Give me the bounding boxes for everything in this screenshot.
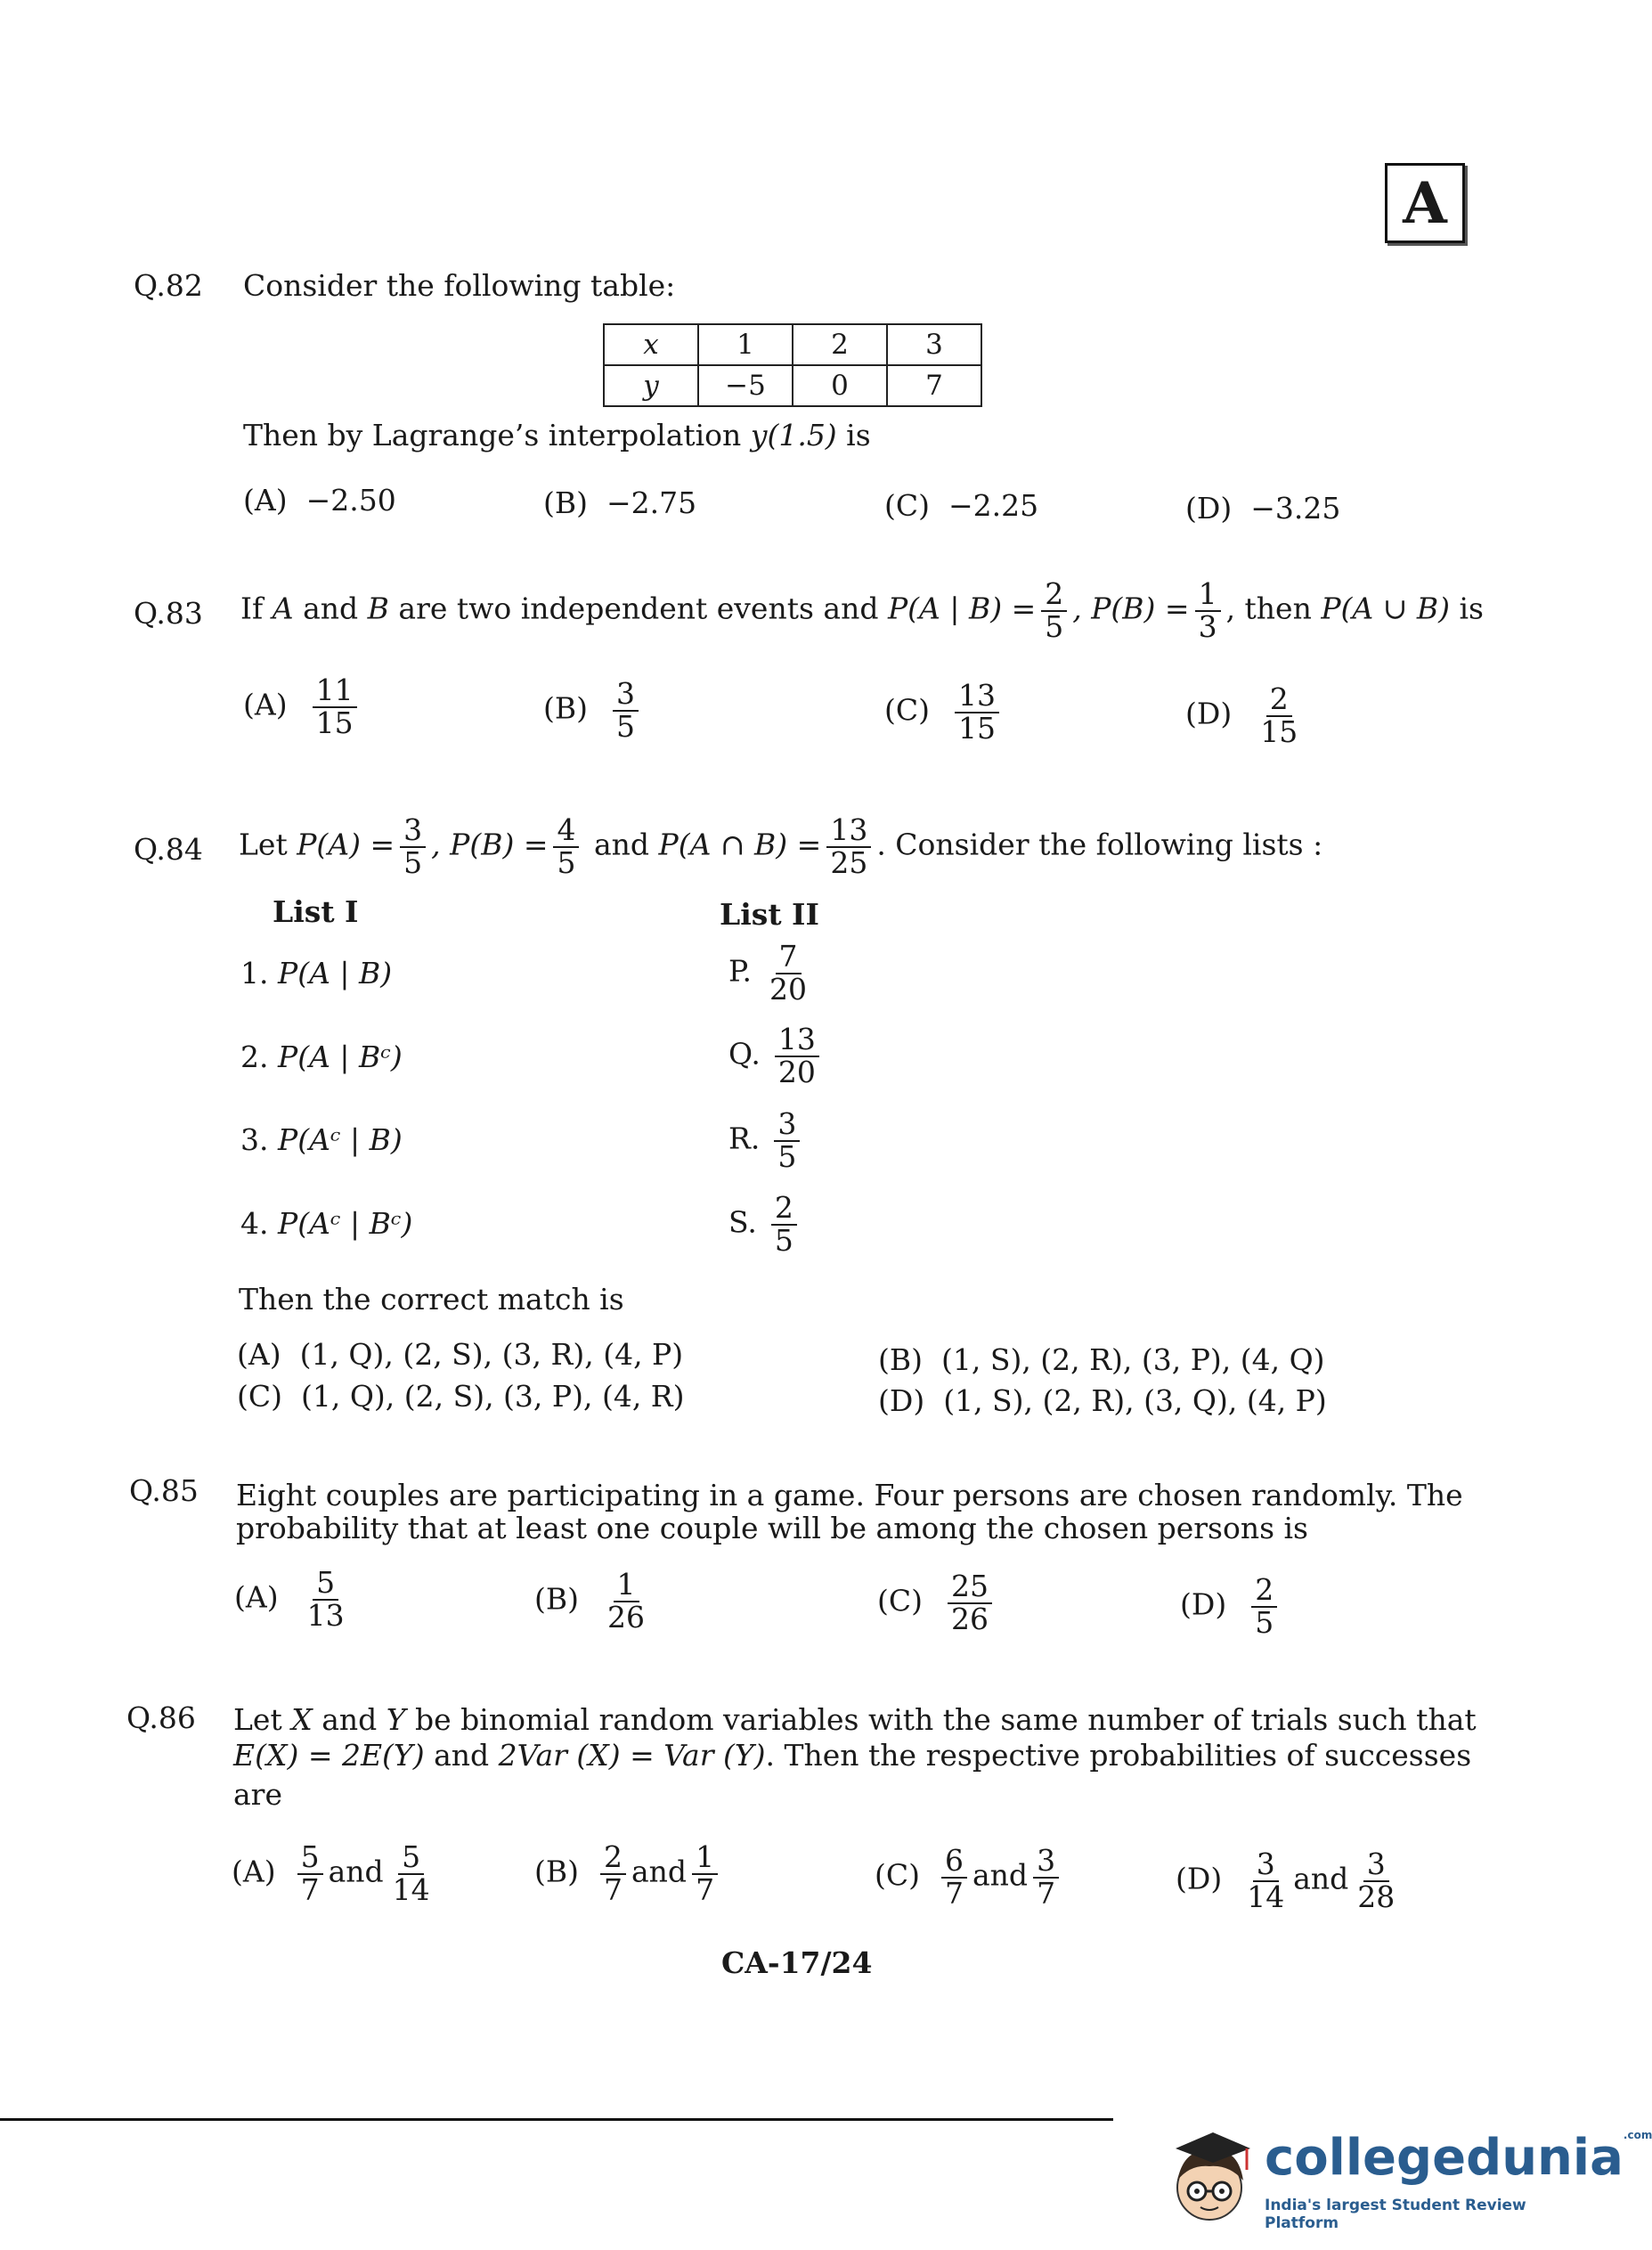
fraction-denominator: 14 <box>1247 1879 1285 1914</box>
option-label: (A) <box>234 1579 279 1615</box>
booklet-series-letter: A <box>1403 169 1447 237</box>
q84-option-b[interactable] <box>878 1343 1325 1377</box>
q83-and: and <box>293 591 368 626</box>
q86-stem-line-1 <box>233 1703 1477 1737</box>
fraction-denominator: 25 <box>830 844 868 880</box>
option-fraction-b <box>389 1839 434 1907</box>
list-item-expr: P(Aᶜ | B) <box>278 1122 403 1157</box>
table-cell: 3 <box>887 324 981 365</box>
q85-option-a[interactable] <box>234 1565 354 1633</box>
option-fraction-b <box>1033 1843 1059 1911</box>
q83-var-a: A <box>272 591 294 626</box>
q84-number: Q.84 <box>134 832 203 867</box>
q84-fraction-1 <box>400 812 426 880</box>
list-item-fraction <box>766 939 810 1007</box>
fraction-numerator: 2 <box>1041 579 1067 612</box>
q85-number: Q.85 <box>129 1473 199 1508</box>
fraction-denominator: 5 <box>777 1138 797 1174</box>
q83-stem <box>240 576 1484 644</box>
option-join: and <box>1293 1861 1349 1896</box>
fraction-denominator: 28 <box>1357 1879 1396 1914</box>
q84-match-prompt: Then the correct match is <box>239 1282 624 1317</box>
option-label: (D) <box>1176 1861 1223 1896</box>
collegedunia-logo-text <box>1265 2129 1652 2187</box>
q83-fraction-2 <box>1195 576 1221 644</box>
fraction-numerator: 3 <box>400 815 426 848</box>
fraction-numerator: 5 <box>297 1842 323 1875</box>
q82-option-c[interactable] <box>884 489 1038 523</box>
q86-var-x: X <box>291 1702 313 1737</box>
fraction-denominator: 14 <box>392 1871 430 1907</box>
q83-expr3: P(A ∪ B) <box>1321 591 1451 626</box>
list-item-number: 4. <box>240 1206 269 1241</box>
fraction-numerator: 3 <box>1033 1846 1059 1879</box>
list-item-letter: R. <box>728 1121 761 1156</box>
q82-table-row-y <box>604 365 981 406</box>
table-cell: 2 <box>793 324 887 365</box>
fraction-denominator: 5 <box>1255 1604 1274 1640</box>
q86-option-b[interactable] <box>534 1839 723 1907</box>
q84-expr3: P(A ∩ B) = <box>658 827 822 862</box>
option-fraction-b <box>1354 1846 1398 1914</box>
fraction-numerator: 3 <box>613 679 639 712</box>
table-cell: 7 <box>887 365 981 406</box>
fraction-denominator: 15 <box>958 710 996 746</box>
fraction-numerator: 1 <box>1195 579 1221 612</box>
list-item-fraction <box>774 1106 800 1174</box>
option-fraction <box>304 1565 348 1633</box>
list-item-number: 3. <box>240 1122 269 1157</box>
q86-stem-line-2 <box>233 1739 1471 1773</box>
q84-option-c[interactable] <box>237 1380 685 1414</box>
q83-option-c[interactable] <box>884 678 1005 746</box>
fraction-numerator: 4 <box>553 815 579 848</box>
fraction-denominator: 5 <box>774 1222 793 1258</box>
option-join: and <box>972 1857 1029 1893</box>
q84-expr2: , P(B) = <box>431 827 549 862</box>
fraction-numerator: 5 <box>398 1842 424 1875</box>
option-label: (A) <box>237 1337 281 1372</box>
booklet-series-box <box>1385 163 1465 243</box>
option-value: −2.25 <box>948 488 1039 523</box>
fraction-numerator: 11 <box>313 675 357 708</box>
option-label: (C) <box>884 692 930 728</box>
list-item-letter: Q. <box>728 1036 761 1072</box>
q84-fraction-2 <box>553 812 579 880</box>
option-label: (A) <box>243 687 288 722</box>
q83-stem-pre: If <box>240 591 273 626</box>
option-fraction <box>955 678 999 746</box>
fraction-numerator: 13 <box>955 681 999 713</box>
fraction-denominator: 7 <box>696 1871 715 1907</box>
q82-question-expr: y(1.5) <box>750 418 837 452</box>
option-label: (C) <box>237 1379 282 1414</box>
option-label: (B) <box>534 1581 579 1617</box>
option-label: (A) <box>243 483 288 518</box>
q82-option-b[interactable] <box>543 486 696 520</box>
fraction-numerator: 7 <box>776 942 802 974</box>
fraction-denominator: 5 <box>1045 608 1064 644</box>
q84-list2-item-q <box>728 1024 825 1088</box>
fraction-denominator: 3 <box>1198 608 1217 644</box>
page-code: CA-17/24 <box>721 1945 873 1980</box>
q83-is: is <box>1450 591 1484 626</box>
option-fraction <box>313 675 357 738</box>
q86-expr-1: E(X) = 2E(Y) <box>233 1738 425 1773</box>
option-label: (B) <box>878 1342 923 1377</box>
fraction-denominator: 20 <box>769 971 808 1007</box>
option-label: (D) <box>878 1383 925 1418</box>
table-cell: x <box>604 324 698 365</box>
option-fraction <box>1251 1572 1277 1640</box>
list-item-number: 1. <box>240 956 269 990</box>
fraction-numerator: 13 <box>775 1024 819 1057</box>
option-label: (B) <box>534 1854 579 1889</box>
collegedunia-tagline: India's largest Student Review Platform <box>1265 2197 1526 2232</box>
table-cell: y <box>604 365 698 406</box>
q83-option-d[interactable] <box>1185 681 1306 749</box>
q84-fraction-3 <box>826 812 871 880</box>
q84-and: and <box>584 827 659 862</box>
q86-line-1-post: be binomial random variables with the same number of trials such that <box>405 1702 1477 1737</box>
q82-table <box>603 323 982 407</box>
fraction-denominator: 7 <box>945 1875 964 1911</box>
fraction-numerator: 2 <box>771 1193 797 1226</box>
q86-option-d[interactable] <box>1176 1846 1404 1914</box>
q83-option-b[interactable] <box>543 676 644 744</box>
q83-expr1: P(A | B) = <box>887 591 1037 626</box>
option-fraction-a <box>600 1839 626 1907</box>
q85-option-c[interactable] <box>877 1571 997 1635</box>
q83-fraction-1 <box>1041 576 1067 644</box>
option-fraction-b <box>692 1839 718 1907</box>
q85-option-b[interactable] <box>534 1569 654 1633</box>
fraction-denominator: 5 <box>557 844 576 880</box>
q84-list1-item-4 <box>240 1207 412 1241</box>
option-value: (1, Q), (2, S), (3, P), (4, R) <box>300 1379 685 1414</box>
list-item-letter: S. <box>728 1204 757 1240</box>
q84-let: Let <box>239 827 297 862</box>
option-label: (D) <box>1185 696 1233 731</box>
fraction-numerator: 5 <box>313 1568 338 1601</box>
fraction-denominator: 7 <box>604 1871 623 1907</box>
q84-list1-item-1 <box>240 957 392 990</box>
option-fraction-a <box>941 1843 967 1911</box>
q82-option-d[interactable] <box>1185 492 1340 526</box>
list-item-letter: P. <box>728 953 753 989</box>
q86-option-c[interactable] <box>875 1843 1064 1911</box>
q84-list2-item-s <box>728 1190 802 1258</box>
fraction-numerator: 3 <box>774 1109 800 1142</box>
option-value: −2.50 <box>305 483 396 518</box>
table-cell: 0 <box>793 365 887 406</box>
fraction-numerator: 25 <box>948 1571 992 1604</box>
collegedunia-mascot-icon <box>1158 2111 1265 2236</box>
q84-stem <box>239 812 1323 880</box>
option-value: (1, S), (2, R), (3, P), (4, Q) <box>940 1342 1325 1377</box>
option-label: (D) <box>1185 491 1233 526</box>
option-fraction <box>604 1569 648 1633</box>
fraction-numerator: 1 <box>692 1842 718 1875</box>
list-item-fraction <box>771 1190 797 1258</box>
q85-option-d[interactable] <box>1180 1572 1282 1640</box>
q82-question-post: is <box>836 418 871 452</box>
q86-let: Let <box>233 1702 292 1737</box>
option-label: (A) <box>232 1854 276 1889</box>
q86-number: Q.86 <box>126 1700 196 1735</box>
list-item-expr: P(A | Bᶜ) <box>278 1039 403 1074</box>
q86-and: and <box>312 1702 387 1737</box>
q86-line-2-mid: and <box>424 1738 499 1773</box>
option-label: (C) <box>884 488 930 523</box>
q84-list1-item-3 <box>240 1123 403 1157</box>
q83-then: , then <box>1225 591 1322 626</box>
fraction-denominator: 26 <box>607 1599 645 1635</box>
table-cell: −5 <box>698 365 793 406</box>
option-label: (D) <box>1180 1586 1227 1622</box>
q84-expr1: P(A) = <box>297 827 395 862</box>
option-fraction <box>948 1571 992 1635</box>
fraction-denominator: 15 <box>315 705 354 740</box>
fraction-numerator: 13 <box>826 815 871 848</box>
q85-stem-line-2: probability that at least one couple will be among the chosen persons is <box>236 1511 1308 1545</box>
option-value: −2.75 <box>606 485 697 520</box>
fraction-denominator: 26 <box>951 1601 989 1636</box>
q82-question <box>243 419 871 452</box>
option-value: (1, S), (2, R), (3, Q), (4, P) <box>943 1383 1327 1418</box>
q84-list1-item-2 <box>240 1040 403 1074</box>
q83-expr2: , P(B) = <box>1072 591 1190 626</box>
q86-var-y: Y <box>386 1702 406 1737</box>
q86-expr-2: 2Var (X) = Var (Y) <box>498 1738 766 1773</box>
option-label: (C) <box>877 1583 923 1618</box>
list-item-expr: P(A | B) <box>278 956 393 990</box>
q83-number: Q.83 <box>134 596 203 631</box>
fraction-denominator: 5 <box>616 708 635 744</box>
fraction-numerator: 2 <box>1251 1575 1277 1608</box>
option-join: and <box>328 1854 384 1889</box>
q85-stem-line-1: Eight couples are participating in a game. Four persons are chosen randomly. The <box>236 1478 1463 1512</box>
option-fraction-a <box>297 1839 323 1907</box>
option-label: (B) <box>543 690 588 726</box>
fraction-denominator: 5 <box>403 844 423 880</box>
footer-divider <box>0 2118 1113 2121</box>
fraction-numerator: 2 <box>600 1842 626 1875</box>
fraction-numerator: 2 <box>1266 684 1292 717</box>
q82-question-pre: Then by Lagrange’s interpolation <box>243 418 751 452</box>
q84-option-d[interactable] <box>878 1384 1327 1418</box>
fraction-denominator: 7 <box>1037 1875 1056 1911</box>
fraction-numerator: 6 <box>941 1846 967 1879</box>
option-fraction-a <box>1243 1846 1288 1914</box>
option-value: −3.25 <box>1250 491 1341 526</box>
option-label: (C) <box>875 1857 920 1893</box>
q83-var-b: B <box>367 591 389 626</box>
q86-option-a[interactable] <box>232 1839 439 1907</box>
q86-stem-line-3: are <box>233 1777 282 1812</box>
q82-table-row-x <box>604 324 981 365</box>
fraction-numerator: 1 <box>614 1569 639 1602</box>
q83-option-a[interactable] <box>243 675 362 738</box>
q82-option-a[interactable] <box>243 484 396 518</box>
fraction-denominator: 7 <box>300 1871 320 1907</box>
list-item-number: 2. <box>240 1039 269 1074</box>
q84-list2-item-r <box>728 1106 805 1174</box>
table-cell: 1 <box>698 324 793 365</box>
fraction-numerator: 3 <box>1363 1849 1389 1882</box>
fraction-denominator: 20 <box>777 1054 816 1089</box>
option-label: (B) <box>543 485 588 520</box>
q82-number: Q.82 <box>134 268 203 303</box>
q84-list1-title: List I <box>273 894 359 929</box>
fraction-numerator: 3 <box>1253 1849 1279 1882</box>
logo-name: collegedunia <box>1265 2129 1624 2187</box>
fraction-denominator: 13 <box>306 1597 345 1633</box>
logo-suffix: .com <box>1623 2129 1652 2141</box>
q82-stem: Consider the following table: <box>243 268 676 303</box>
option-join: and <box>631 1854 688 1889</box>
option-value: (1, Q), (2, S), (3, R), (4, P) <box>299 1337 684 1372</box>
q83-stem-mid: are two independent events and <box>388 591 888 626</box>
option-fraction <box>1257 681 1301 749</box>
option-fraction <box>613 676 639 744</box>
list-item-expr: P(Aᶜ | Bᶜ) <box>278 1206 413 1241</box>
q84-list2-item-p <box>728 939 816 1007</box>
fraction-denominator: 15 <box>1260 713 1298 749</box>
q84-list2-title: List II <box>720 897 819 932</box>
q84-stem-post: . Consider the following lists : <box>876 827 1323 862</box>
q86-line-2-post: . Then the respective probabilities of successes <box>765 1738 1472 1773</box>
q84-option-a[interactable] <box>237 1338 683 1372</box>
list-item-fraction <box>775 1024 819 1088</box>
